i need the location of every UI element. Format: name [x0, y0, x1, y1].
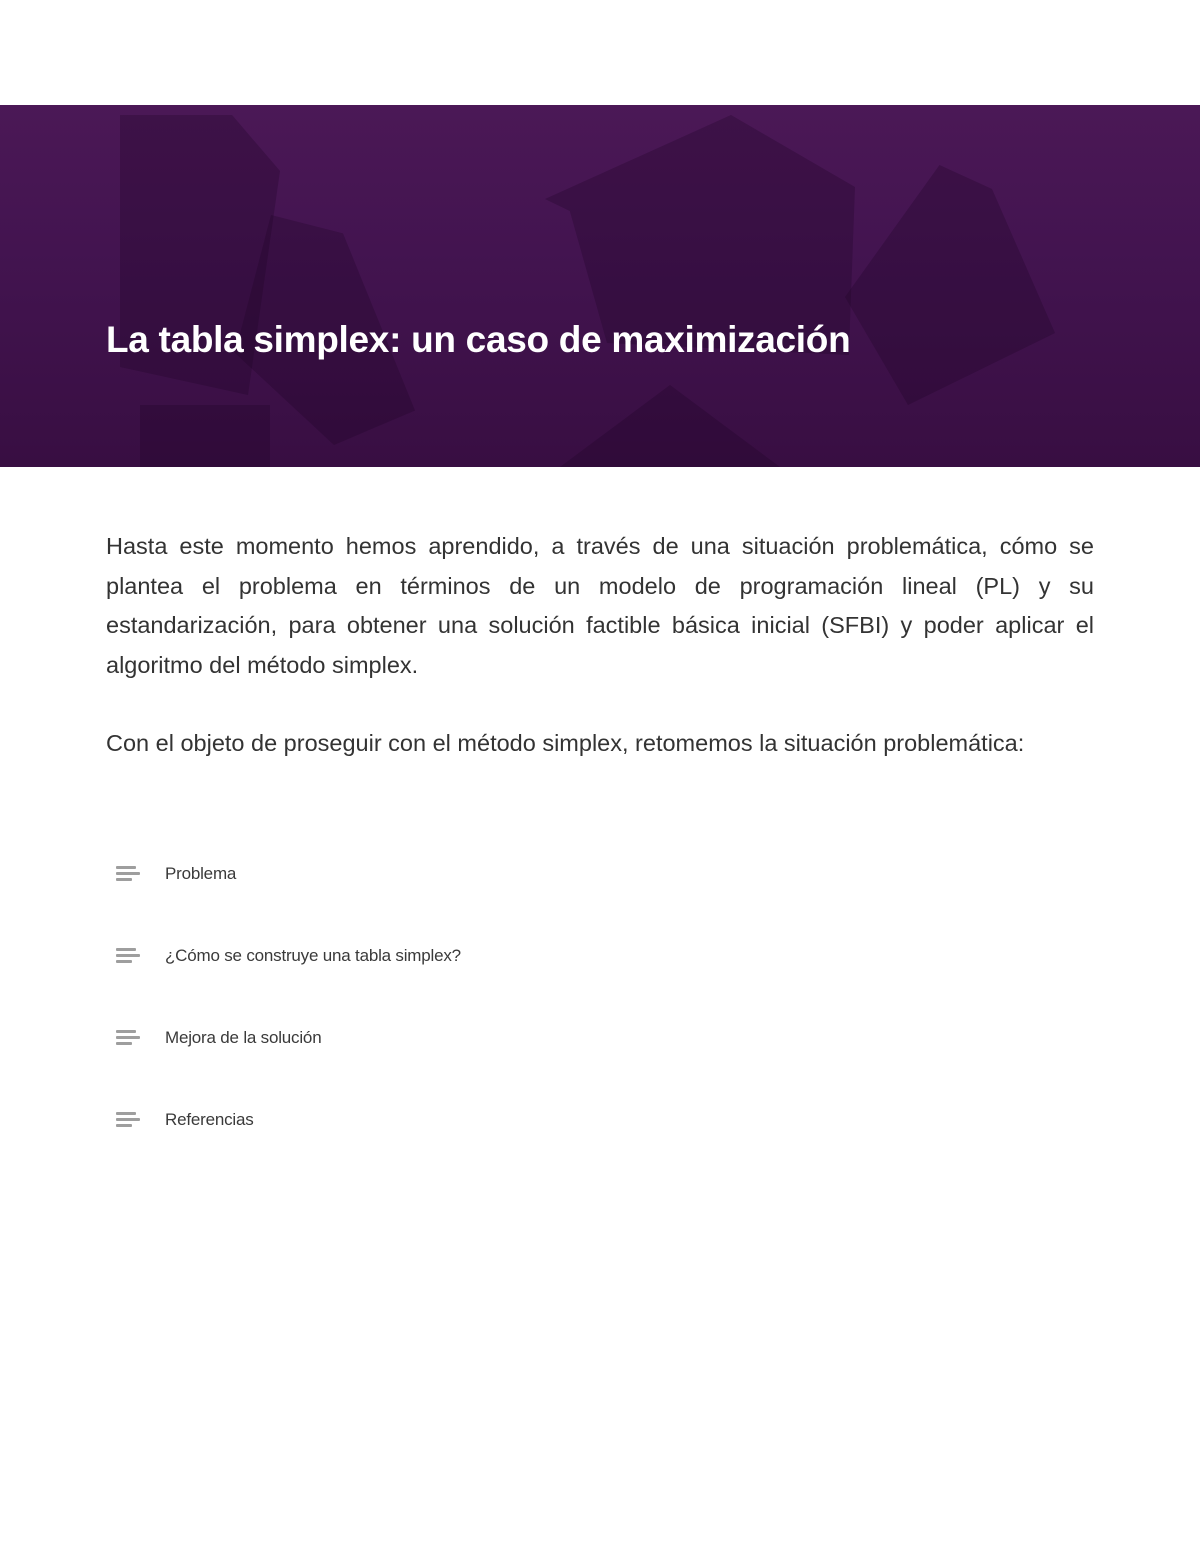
page-title: La tabla simplex: un caso de maximización	[106, 319, 851, 360]
table-of-contents	[116, 854, 716, 1182]
toc-item-label[interactable]: ¿Cómo se construye una tabla simplex?	[165, 946, 461, 965]
toc-item-construir-tabla[interactable]	[116, 936, 716, 976]
toc-item-label[interactable]: Problema	[165, 864, 237, 883]
banner-background-shape	[845, 165, 1055, 405]
intro-paragraph: Hasta este momento hemos aprendido, a través de una situación problemática, cómo se plantea el problema en términos de un modelo de programación lineal (PL) y su estandarización, para obtener una solución factible básica inicial (SFBI) y poder aplicar el algoritmo del método simplex.	[106, 533, 1094, 678]
text-lines-icon	[116, 1029, 140, 1047]
text-lines-icon	[116, 1111, 140, 1129]
intro-paragraph: Con el objeto de proseguir con el método simplex, retomemos la situación problemática:	[106, 730, 1025, 756]
toc-item-label[interactable]: Mejora de la solución	[165, 1028, 322, 1047]
toc-item-label[interactable]: Referencias	[165, 1110, 254, 1129]
banner-background-shape	[560, 385, 780, 467]
text-lines-icon	[116, 865, 140, 883]
intro-content	[106, 527, 1094, 764]
text-lines-icon	[116, 947, 140, 965]
toc-item-problema[interactable]	[116, 854, 716, 894]
header-banner	[0, 105, 1200, 467]
toc-item-referencias[interactable]	[116, 1100, 716, 1140]
toc-item-mejora-solucion[interactable]	[116, 1018, 716, 1058]
banner-background-shape	[140, 405, 270, 467]
